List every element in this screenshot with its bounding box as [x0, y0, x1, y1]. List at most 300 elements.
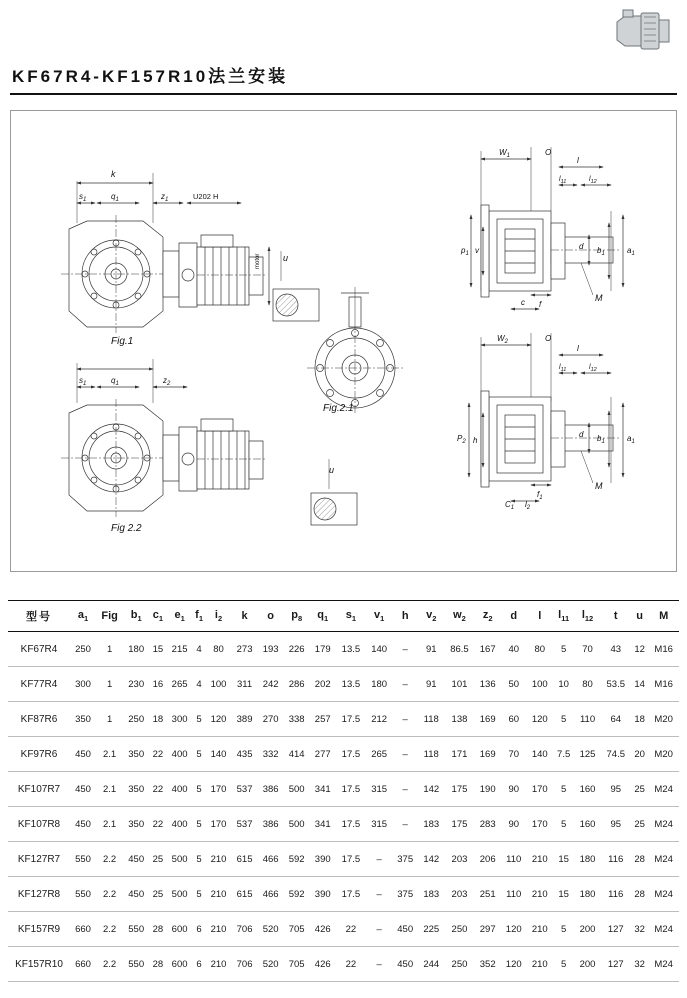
cell-p8: 338: [284, 702, 310, 737]
cell-Fig: 2.1: [96, 772, 123, 807]
cell-u: 28: [631, 842, 648, 877]
svg-text:z2: $z_2$: [163, 376, 171, 387]
cell-l12: 200: [575, 947, 601, 982]
table-row: [8, 807, 679, 842]
cell-Fig: 1: [96, 632, 123, 667]
cell-v1: –: [366, 877, 392, 912]
svg-text:s1: $s_1$: [79, 192, 87, 203]
cell-e1: 265: [167, 667, 193, 702]
cell-i2: 170: [206, 772, 232, 807]
cell-l: 100: [527, 667, 553, 702]
cell-z2: 283: [475, 807, 501, 842]
cell-v2: 91: [418, 667, 444, 702]
product-logo-icon: [611, 8, 673, 54]
cell-c1: 28: [149, 912, 166, 947]
svg-text:b1: $b_1$: [597, 434, 605, 445]
cell-i2: 120: [206, 702, 232, 737]
cell-v2: 118: [418, 737, 444, 772]
cell-s1: 17.5: [336, 877, 366, 912]
cell-l11: 5: [553, 632, 575, 667]
specification-table: [8, 600, 679, 982]
cell-u: 25: [631, 772, 648, 807]
cell-u: 20: [631, 737, 648, 772]
cell-u: 32: [631, 912, 648, 947]
table-column-header-a1: $a_1$: [70, 601, 96, 632]
cell-q1: 179: [310, 632, 336, 667]
cell-s1: 22: [336, 947, 366, 982]
cell-l: 210: [527, 877, 553, 912]
cell-o: 386: [258, 807, 284, 842]
cell-v2: 91: [418, 632, 444, 667]
cell-p8: 705: [284, 912, 310, 947]
cell-l12: 110: [575, 702, 601, 737]
cell-s1: 17.5: [336, 702, 366, 737]
svg-text:q1: $q_1$: [111, 192, 119, 203]
cell-p8: 592: [284, 842, 310, 877]
cell-model: KF127R7: [8, 842, 70, 877]
cell-k: 273: [232, 632, 258, 667]
cell-l: 210: [527, 912, 553, 947]
cell-a1: 300: [70, 667, 96, 702]
svg-text:u: u: [329, 465, 335, 475]
table-column-header-v2: $v_2$: [418, 601, 444, 632]
table-header-row: [8, 601, 679, 632]
cell-q1: 390: [310, 877, 336, 912]
cell-l11: 5: [553, 807, 575, 842]
cell-u: 32: [631, 947, 648, 982]
cell-c1: 18: [149, 702, 166, 737]
table-column-header-c1: $c_1$: [149, 601, 166, 632]
cell-q1: 277: [310, 737, 336, 772]
cell-o: 270: [258, 702, 284, 737]
table-column-header-f1: $f_1$: [193, 601, 206, 632]
cell-Fig: 2.2: [96, 877, 123, 912]
cell-v2: 118: [418, 702, 444, 737]
cell-b1: 180: [123, 632, 149, 667]
table-column-header-p8: $p_8$: [284, 601, 310, 632]
table-body: [8, 632, 679, 982]
svg-text:v: v: [475, 246, 479, 255]
table-column-header-z2: $z_2$: [475, 601, 501, 632]
cell-d: 120: [501, 947, 527, 982]
cell-q1: 426: [310, 947, 336, 982]
cell-l11: 5: [553, 702, 575, 737]
cell-h: –: [392, 632, 418, 667]
svg-text:l: l: [577, 156, 579, 165]
cell-k: 706: [232, 947, 258, 982]
cell-M: M24: [648, 947, 679, 982]
cell-t: 116: [601, 877, 631, 912]
svg-text:p1: $p_1$: [461, 246, 469, 257]
cell-e1: 600: [167, 912, 193, 947]
table-column-header-k: k: [232, 601, 258, 632]
table-row: [8, 772, 679, 807]
cell-z2: 352: [475, 947, 501, 982]
cell-q1: 390: [310, 842, 336, 877]
cell-Fig: 2.2: [96, 842, 123, 877]
cell-p8: 226: [284, 632, 310, 667]
svg-text:s1: $s_1$: [79, 376, 87, 387]
svg-text:W1: $W_1$: [499, 148, 510, 159]
svg-text:k: k: [111, 169, 116, 179]
cell-f1: 5: [193, 702, 206, 737]
svg-text:motor: motor: [255, 253, 261, 269]
cell-v2: 244: [418, 947, 444, 982]
cell-k: 615: [232, 877, 258, 912]
cell-M: M24: [648, 912, 679, 947]
cell-k: 706: [232, 912, 258, 947]
svg-text:l12: $l_{12}$: [589, 364, 597, 373]
cell-i2: 210: [206, 947, 232, 982]
svg-text:O: O: [545, 334, 552, 343]
cell-a1: 350: [70, 702, 96, 737]
cell-q1: 426: [310, 912, 336, 947]
cell-b1: 550: [123, 947, 149, 982]
cell-s1: 13.5: [336, 632, 366, 667]
cell-model: KF107R8: [8, 807, 70, 842]
cell-l11: 7.5: [553, 737, 575, 772]
cell-d: 120: [501, 912, 527, 947]
cell-a1: 660: [70, 947, 96, 982]
svg-text:l: l: [577, 344, 579, 353]
cell-d: 40: [501, 632, 527, 667]
cell-k: 615: [232, 842, 258, 877]
cell-l: 170: [527, 772, 553, 807]
cell-l: 120: [527, 702, 553, 737]
cell-t: 127: [601, 912, 631, 947]
cell-w2: 203: [444, 842, 474, 877]
cell-f1: 5: [193, 737, 206, 772]
table-column-header-s1: $s_1$: [336, 601, 366, 632]
cell-v2: 225: [418, 912, 444, 947]
cell-h: –: [392, 807, 418, 842]
table-column-header-Fig: Fig: [96, 601, 123, 632]
cell-v1: –: [366, 912, 392, 947]
cell-s1: 17.5: [336, 737, 366, 772]
cell-M: M24: [648, 842, 679, 877]
table-row: [8, 842, 679, 877]
cell-c1: 15: [149, 632, 166, 667]
cell-h: –: [392, 667, 418, 702]
table-column-header-l12: $l_{12}$: [575, 601, 601, 632]
cell-v1: –: [366, 947, 392, 982]
figure-caption-fig1: Fig.1: [111, 336, 134, 347]
table-column-header-w2: $w_2$: [444, 601, 474, 632]
cell-a1: 550: [70, 877, 96, 912]
cell-l12: 70: [575, 632, 601, 667]
cell-c1: 28: [149, 947, 166, 982]
cell-o: 520: [258, 947, 284, 982]
cell-d: 110: [501, 842, 527, 877]
cell-model: KF77R4: [8, 667, 70, 702]
cell-l11: 10: [553, 667, 575, 702]
cell-b1: 230: [123, 667, 149, 702]
cell-k: 389: [232, 702, 258, 737]
svg-text:l2: $l_2$: [525, 500, 531, 511]
cell-p8: 414: [284, 737, 310, 772]
cell-p8: 500: [284, 807, 310, 842]
svg-text:l12: $l_{12}$: [589, 176, 597, 185]
cell-s1: 22: [336, 912, 366, 947]
svg-text:U202 H: U202 H: [193, 192, 219, 201]
cell-v1: –: [366, 842, 392, 877]
cell-M: M20: [648, 737, 679, 772]
svg-text:c: c: [521, 298, 525, 307]
cell-l11: 5: [553, 912, 575, 947]
cell-q1: 341: [310, 807, 336, 842]
svg-text:f: f: [539, 300, 542, 309]
cell-h: 450: [392, 912, 418, 947]
cell-v1: 180: [366, 667, 392, 702]
svg-text:l11: $l_{11}$: [559, 176, 567, 185]
cell-w2: 250: [444, 947, 474, 982]
cell-z2: 169: [475, 737, 501, 772]
cell-M: M16: [648, 632, 679, 667]
cell-l: 140: [527, 737, 553, 772]
cell-o: 386: [258, 772, 284, 807]
cell-u: 25: [631, 807, 648, 842]
cell-M: M24: [648, 877, 679, 912]
table-column-header-q1: $q_1$: [310, 601, 336, 632]
cell-e1: 400: [167, 772, 193, 807]
cell-o: 520: [258, 912, 284, 947]
cell-o: 193: [258, 632, 284, 667]
table-column-header-b1: $b_1$: [123, 601, 149, 632]
cell-f1: 6: [193, 947, 206, 982]
cell-l12: 180: [575, 877, 601, 912]
svg-text:W2: $W_2$: [497, 334, 508, 345]
cell-e1: 300: [167, 702, 193, 737]
cell-a1: 660: [70, 912, 96, 947]
cell-v2: 183: [418, 807, 444, 842]
cell-l11: 15: [553, 842, 575, 877]
cell-l12: 125: [575, 737, 601, 772]
cell-f1: 4: [193, 632, 206, 667]
cell-v1: 140: [366, 632, 392, 667]
cell-h: 375: [392, 877, 418, 912]
table-column-header-t: t: [601, 601, 631, 632]
table-row: [8, 632, 679, 667]
cell-e1: 400: [167, 737, 193, 772]
cell-M: M24: [648, 807, 679, 842]
title-divider: [10, 93, 677, 95]
cell-z2: 251: [475, 877, 501, 912]
cell-e1: 500: [167, 842, 193, 877]
cell-o: 242: [258, 667, 284, 702]
cell-e1: 600: [167, 947, 193, 982]
cell-t: 64: [601, 702, 631, 737]
cell-l: 210: [527, 947, 553, 982]
cell-t: 116: [601, 842, 631, 877]
cell-M: M24: [648, 772, 679, 807]
table-header: [8, 601, 679, 632]
cell-o: 466: [258, 842, 284, 877]
page-title: KF67R4-KF157R10法兰安装: [12, 67, 289, 86]
cell-Fig: 2.1: [96, 737, 123, 772]
svg-text:l11: $l_{11}$: [559, 364, 567, 373]
cell-f1: 4: [193, 667, 206, 702]
table-row: [8, 702, 679, 737]
cell-l: 210: [527, 842, 553, 877]
cell-v1: 212: [366, 702, 392, 737]
specification-table-wrap: [8, 600, 679, 982]
cell-d: 50: [501, 667, 527, 702]
cell-e1: 215: [167, 632, 193, 667]
svg-text:z1: $z_1$: [161, 192, 169, 203]
table-column-header-o: o: [258, 601, 284, 632]
table-row: [8, 947, 679, 982]
table-row: [8, 877, 679, 912]
svg-text:u: u: [283, 253, 289, 263]
cell-h: –: [392, 702, 418, 737]
cell-Fig: 1: [96, 702, 123, 737]
svg-text:h: h: [473, 436, 478, 445]
cell-model: KF157R10: [8, 947, 70, 982]
cell-z2: 190: [475, 772, 501, 807]
cell-p8: 286: [284, 667, 310, 702]
table-column-header-l: l: [527, 601, 553, 632]
cell-p8: 705: [284, 947, 310, 982]
cell-s1: 13.5: [336, 667, 366, 702]
cell-c1: 22: [149, 807, 166, 842]
cell-l12: 180: [575, 842, 601, 877]
cell-l: 170: [527, 807, 553, 842]
cell-c1: 22: [149, 737, 166, 772]
table-column-header-i2: $i_2$: [206, 601, 232, 632]
cell-k: 537: [232, 772, 258, 807]
cell-a1: 450: [70, 772, 96, 807]
svg-text:a1: $a_1$: [627, 434, 635, 445]
cell-p8: 500: [284, 772, 310, 807]
svg-text:M: M: [595, 481, 603, 491]
cell-i2: 210: [206, 912, 232, 947]
cell-model: KF127R8: [8, 877, 70, 912]
cell-t: 127: [601, 947, 631, 982]
cell-M: M20: [648, 702, 679, 737]
cell-q1: 341: [310, 772, 336, 807]
cell-f1: 5: [193, 877, 206, 912]
cell-u: 14: [631, 667, 648, 702]
cell-z2: 206: [475, 842, 501, 877]
cell-t: 43: [601, 632, 631, 667]
cell-q1: 257: [310, 702, 336, 737]
cell-v2: 183: [418, 877, 444, 912]
cell-w2: 175: [444, 772, 474, 807]
cell-d: 90: [501, 807, 527, 842]
table-column-header-model: 型号: [8, 601, 70, 632]
cell-Fig: 2.1: [96, 807, 123, 842]
cell-l12: 160: [575, 807, 601, 842]
cell-e1: 500: [167, 877, 193, 912]
cell-model: KF97R6: [8, 737, 70, 772]
cell-e1: 400: [167, 807, 193, 842]
cell-i2: 100: [206, 667, 232, 702]
cell-w2: 138: [444, 702, 474, 737]
cell-l12: 160: [575, 772, 601, 807]
table-column-header-v1: $v_1$: [366, 601, 392, 632]
cell-t: 53.5: [601, 667, 631, 702]
table-column-header-h: h: [392, 601, 418, 632]
cell-w2: 171: [444, 737, 474, 772]
cell-s1: 17.5: [336, 842, 366, 877]
cell-a1: 450: [70, 737, 96, 772]
cell-b1: 350: [123, 807, 149, 842]
cell-a1: 550: [70, 842, 96, 877]
cell-model: KF67R4: [8, 632, 70, 667]
cell-f1: 5: [193, 842, 206, 877]
cell-b1: 450: [123, 842, 149, 877]
cell-f1: 5: [193, 772, 206, 807]
cell-d: 70: [501, 737, 527, 772]
cell-Fig: 2.2: [96, 947, 123, 982]
cell-model: KF157R9: [8, 912, 70, 947]
cell-o: 332: [258, 737, 284, 772]
cell-h: 375: [392, 842, 418, 877]
cell-i2: 210: [206, 842, 232, 877]
cell-i2: 170: [206, 807, 232, 842]
table-row: [8, 667, 679, 702]
cell-u: 18: [631, 702, 648, 737]
cell-Fig: 2.2: [96, 912, 123, 947]
cell-l12: 200: [575, 912, 601, 947]
cell-w2: 175: [444, 807, 474, 842]
technical-drawing-panel: [10, 110, 677, 572]
table-column-header-d: d: [501, 601, 527, 632]
cell-d: 90: [501, 772, 527, 807]
table-column-header-u: u: [631, 601, 648, 632]
svg-text:d: d: [579, 242, 584, 251]
cell-k: 435: [232, 737, 258, 772]
cell-h: –: [392, 737, 418, 772]
table-column-header-l11: $l_{11}$: [553, 601, 575, 632]
cell-i2: 80: [206, 632, 232, 667]
cell-z2: 167: [475, 632, 501, 667]
cell-l: 80: [527, 632, 553, 667]
cell-b1: 550: [123, 912, 149, 947]
cell-s1: 17.5: [336, 807, 366, 842]
cell-t: 95: [601, 807, 631, 842]
cell-i2: 140: [206, 737, 232, 772]
cell-v2: 142: [418, 772, 444, 807]
cell-s1: 17.5: [336, 772, 366, 807]
cell-w2: 101: [444, 667, 474, 702]
svg-text:b1: $b_1$: [597, 246, 605, 257]
cell-a1: 450: [70, 807, 96, 842]
cell-d: 60: [501, 702, 527, 737]
figure-caption-fig22: Fig 2.2: [111, 523, 142, 534]
svg-text:O: O: [545, 148, 552, 157]
cell-model: KF107R7: [8, 772, 70, 807]
table-column-header-M: M: [648, 601, 679, 632]
cell-f1: 5: [193, 807, 206, 842]
cell-t: 95: [601, 772, 631, 807]
cell-h: 450: [392, 947, 418, 982]
cell-i2: 210: [206, 877, 232, 912]
cell-model: KF87R6: [8, 702, 70, 737]
cell-b1: 350: [123, 737, 149, 772]
cell-u: 12: [631, 632, 648, 667]
cell-b1: 350: [123, 772, 149, 807]
table-row: [8, 912, 679, 947]
svg-text:C1: $C_1$: [505, 500, 515, 511]
cell-a1: 250: [70, 632, 96, 667]
cell-w2: 250: [444, 912, 474, 947]
cell-k: 311: [232, 667, 258, 702]
svg-text:a1: $a_1$: [627, 246, 635, 257]
cell-c1: 25: [149, 842, 166, 877]
cell-o: 466: [258, 877, 284, 912]
figure-caption-fig21: Fig.2.1: [323, 403, 354, 414]
